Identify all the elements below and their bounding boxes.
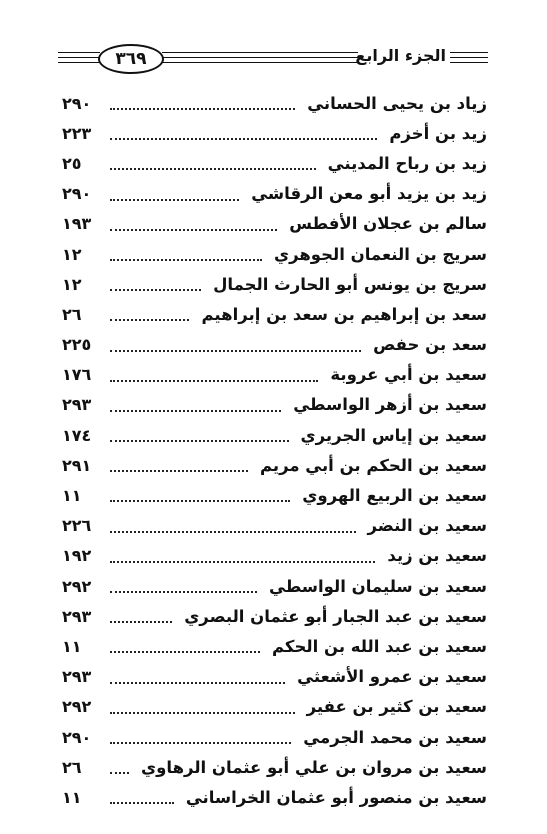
entry-name: سعيد بن سليمان الواسطي bbox=[269, 576, 487, 596]
entry-name: سعيد بن النضر bbox=[367, 516, 487, 536]
entry-name: سعيد بن منصور أبو عثمان الخراساني bbox=[185, 787, 487, 807]
index-list bbox=[62, 88, 487, 813]
dot-leader bbox=[110, 702, 295, 714]
entry-page: ١٩٢ bbox=[62, 546, 92, 566]
entry-name: سعيد بن إياس الجريري bbox=[300, 425, 487, 445]
index-entry bbox=[62, 360, 487, 390]
entry-page: ٢٩٣ bbox=[62, 667, 92, 687]
entry-name: سعيد بن أبي عروبة bbox=[330, 365, 487, 385]
index-entry bbox=[62, 480, 487, 510]
dot-leader bbox=[110, 128, 377, 140]
index-entry bbox=[62, 239, 487, 269]
entry-name: سعد بن إبراهيم بن سعد بن إبراهيم bbox=[201, 304, 487, 324]
index-entry bbox=[62, 148, 487, 178]
index-entry bbox=[62, 631, 487, 661]
index-entry bbox=[62, 330, 487, 360]
entry-name: سعيد بن كثير بن عفير bbox=[306, 697, 487, 717]
index-entry bbox=[62, 269, 487, 299]
entry-page: ٢٩٢ bbox=[62, 697, 92, 717]
header-rule-right bbox=[450, 57, 488, 58]
page-header bbox=[58, 40, 488, 74]
dot-leader bbox=[110, 792, 174, 804]
entry-name: سعيد بن مروان بن علي أبو عثمان الرهاوي bbox=[141, 757, 487, 777]
entry-page: ٢٢٦ bbox=[62, 516, 92, 536]
dot-leader bbox=[110, 189, 239, 201]
entry-page: ١٧٤ bbox=[62, 425, 92, 445]
entry-name: سعيد بن عبد الله بن الحكم bbox=[271, 636, 487, 656]
index-entry bbox=[62, 722, 487, 752]
index-entry bbox=[62, 299, 487, 329]
header-rule-right bbox=[450, 62, 488, 63]
entry-name: زيد بن أخزم bbox=[389, 123, 487, 143]
index-entry bbox=[62, 662, 487, 692]
entry-page: ٢٢٣ bbox=[62, 123, 92, 143]
entry-page: ١١ bbox=[62, 486, 82, 506]
dot-leader bbox=[110, 551, 375, 563]
entry-name: سعيد بن محمد الجرمي bbox=[303, 727, 487, 747]
index-entry bbox=[62, 601, 487, 631]
header-rule-middle bbox=[162, 57, 358, 58]
entry-name: زيد بن رباح المديني bbox=[327, 153, 487, 173]
entry-page: ٢٩٠ bbox=[62, 93, 92, 113]
header-rule-right bbox=[450, 52, 488, 53]
index-entry bbox=[62, 752, 487, 782]
entry-page: ٢٢٥ bbox=[62, 335, 92, 355]
dot-leader bbox=[110, 309, 189, 321]
dot-leader bbox=[110, 732, 291, 744]
dot-leader bbox=[110, 672, 285, 684]
dot-leader bbox=[110, 340, 361, 352]
index-entry bbox=[62, 450, 487, 480]
entry-page: ٢٩٣ bbox=[62, 395, 92, 415]
header-rule-middle bbox=[162, 52, 358, 53]
page-number: ٣٦٩ bbox=[98, 44, 164, 74]
index-entry bbox=[62, 179, 487, 209]
index-entry bbox=[62, 782, 487, 812]
entry-page: ٢٩٠ bbox=[62, 184, 92, 204]
dot-leader bbox=[110, 490, 290, 502]
dot-leader bbox=[110, 521, 356, 533]
dot-leader bbox=[110, 98, 295, 110]
entry-page: ٢٩٠ bbox=[62, 727, 92, 747]
entry-name: سعيد بن الحكم بن أبي مريم bbox=[259, 455, 487, 475]
dot-leader bbox=[110, 370, 318, 382]
index-entry bbox=[62, 511, 487, 541]
entry-name: سريج بن يونس أبو الحارث الجمال bbox=[213, 274, 487, 294]
dot-leader bbox=[110, 158, 316, 170]
entry-page: ١١ bbox=[62, 636, 82, 656]
entry-name: سالم بن عجلان الأفطس bbox=[289, 214, 487, 234]
entry-name: سعد بن حفص bbox=[373, 335, 487, 355]
dot-leader bbox=[110, 581, 257, 593]
header-rule-left bbox=[58, 62, 100, 63]
dot-leader bbox=[110, 249, 262, 261]
entry-page: ٢٥ bbox=[62, 153, 82, 173]
dot-leader bbox=[110, 611, 172, 623]
entry-page: ٢٩٢ bbox=[62, 576, 92, 596]
entry-page: ٢٦ bbox=[62, 304, 82, 324]
dot-leader bbox=[110, 460, 248, 472]
entry-page: ٢٩٣ bbox=[62, 606, 92, 626]
entry-page: ١٢ bbox=[62, 244, 82, 264]
entry-page: ٢٩١ bbox=[62, 455, 92, 475]
dot-leader bbox=[110, 219, 277, 231]
entry-page: ١٢ bbox=[62, 274, 82, 294]
index-entry bbox=[62, 209, 487, 239]
entry-name: زياد بن يحيى الحساني bbox=[307, 93, 487, 113]
index-entry bbox=[62, 390, 487, 420]
dot-leader bbox=[110, 400, 281, 412]
header-rule-middle bbox=[162, 62, 358, 63]
index-entry bbox=[62, 88, 487, 118]
entry-page: ١٧٦ bbox=[62, 365, 92, 385]
index-entry bbox=[62, 692, 487, 722]
entry-name: سعيد بن زيد bbox=[387, 546, 487, 566]
running-title: الجزء الرابع bbox=[355, 46, 446, 65]
index-entry bbox=[62, 420, 487, 450]
dot-leader bbox=[110, 641, 260, 653]
entry-name: سعيد بن عمرو الأشعثي bbox=[297, 667, 487, 687]
dot-leader bbox=[110, 762, 129, 774]
dot-leader bbox=[110, 430, 289, 442]
header-rule-left bbox=[58, 57, 100, 58]
entry-page: ٢٦ bbox=[62, 757, 82, 777]
dot-leader bbox=[110, 279, 201, 291]
entry-page: ١٩٣ bbox=[62, 214, 92, 234]
index-entry bbox=[62, 118, 487, 148]
entry-name: زيد بن يزيد أبو معن الرقاشي bbox=[251, 184, 487, 204]
entry-page: ١١ bbox=[62, 787, 82, 807]
index-entry bbox=[62, 571, 487, 601]
index-entry bbox=[62, 541, 487, 571]
header-rule-left bbox=[58, 52, 100, 53]
entry-name: سريج بن النعمان الجوهري bbox=[273, 244, 487, 264]
entry-name: سعيد بن الربيع الهروي bbox=[302, 486, 487, 506]
entry-name: سعيد بن عبد الجبار أبو عثمان البصري bbox=[184, 606, 487, 626]
entry-name: سعيد بن أزهر الواسطي bbox=[293, 395, 487, 415]
